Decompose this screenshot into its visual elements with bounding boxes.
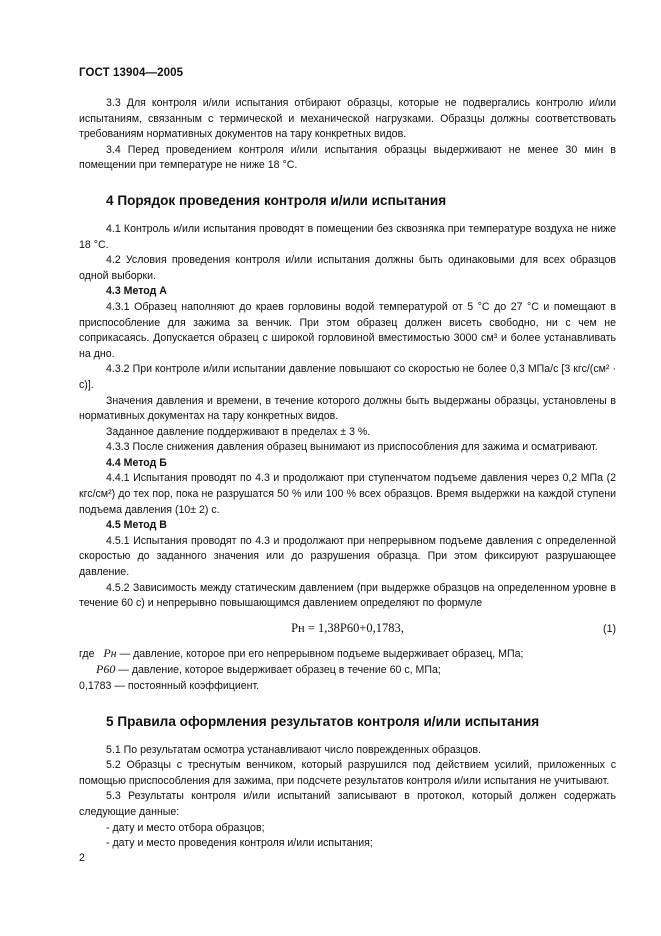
paragraph-3-3: 3.3 Для контроля и/или испытания отбирают образцы, которые не подвергались контролю и/или испытаниям, связанным с термической и механической нагрузками. Образцы должны соответствовать требованиям нормативных документов на тару конкретных видов.	[79, 97, 616, 141]
symbol-p-60: P60	[96, 662, 116, 677]
paragraph-4-5-2: 4.5.2 Зависимость между статическим давлением (при выдержке образцов на определенном уровне в течение 60 с) и непрерывно повышающимся давлением определяют по формуле	[79, 581, 616, 610]
list-item: - дату и место проведения контроля и/или испытания;	[106, 837, 373, 850]
paragraph-4-3-3: 4.3.3 После снижения давления образец вынимают из приспособления для зажима и осматривают.	[106, 441, 598, 454]
method-b-heading: 4.4 Метод Б	[106, 456, 167, 469]
standard-header: ГОСТ 13904—2005	[79, 67, 184, 79]
where-lead: где	[79, 647, 95, 660]
formula-expression: Pн = 1,38P60+0,1783,	[291, 620, 404, 635]
document-body	[79, 96, 616, 852]
paragraph-4-3-2-values: Значения давления и времени, в течение которого должны быть выдержаны образцы, установлены в нормативных документах на тару конкретных видов.	[79, 394, 616, 423]
paragraph-4-3-1: 4.3.1 Образец наполняют до краев горловины водой температурой от 5 °С до 27 °С и помещают в приспособление для зажима за венчик. При этом образец должен висеть свободно, ни с чем не соприкасаясь. Допускается образец с широкой горловиной вместимостью 3000 см³ и более устанавливать на дно.	[79, 300, 616, 360]
formula-number: (1)	[603, 622, 616, 635]
where-line-3: 0,1783 — постоянный коэффициент.	[79, 680, 260, 692]
paragraph-4-4-1: 4.4.1 Испытания проводят по 4.3 и продолжают при ступенчатом подъеме давления через 0,2 МПа (2 кгс/см²) до тех пор, пока не разрушатся 50 % или 100 % всех образцов. Время выдержки на каждой ступени подъема давления (10± 2) с.	[79, 472, 616, 516]
section-5-heading: 5 Правила оформления результатов контроля и/или испытания	[106, 713, 540, 729]
paragraph-5-1: 5.1 По результатам осмотра устанавливают число поврежденных образцов.	[106, 743, 481, 756]
section-4-heading: 4 Порядок проведения контроля и/или испытания	[106, 192, 447, 208]
paragraph-5-2: 5.2 Образцы с треснутым венчиком, который разрушился под действием усилий, приложенных с помощью приспособления для зажима, при подсчете результатов контроля и/или испытания не учитывают.	[79, 759, 616, 787]
method-a-heading: 4.3 Метод А	[106, 285, 167, 298]
paragraph-4-5-1: 4.5.1 Испытания проводят по 4.3 и продолжают при непрерывном подъеме давления с определенной скоростью до заданного значения или до разрушения образца. При этом фиксируют разрушающее давление.	[79, 534, 616, 579]
where-line-1	[79, 646, 616, 663]
formula-1	[79, 616, 616, 646]
page-number: 2	[79, 852, 85, 864]
where-def-1: — давление, которое при его непрерывном подъеме выдерживает образец, МПа;	[119, 647, 524, 660]
paragraph-4-3-2: 4.3.2 При контроле и/или испытании давление повышают со скоростью не более 0,3 МПа/с [3 кгс/(см² · с)].	[79, 363, 616, 391]
where-line-2	[79, 662, 616, 679]
where-def-2: — давление, которое выдерживает образец в течение 60 с, МПа;	[118, 664, 441, 677]
symbol-p-n: Pн	[103, 645, 117, 660]
paragraph-4-3-2-tolerance: Заданное давление поддерживают в пределах ± 3 %.	[106, 425, 371, 438]
paragraph-4-2: 4.2 Условия проведения контроля и/или испытания должны быть одинаковыми для всех образцов одной выборки.	[79, 254, 616, 282]
method-v-heading: 4.5 Метод В	[106, 519, 167, 532]
paragraph-3-4: 3.4 Перед проведением контроля и/или испытания образцы выдерживают не менее 30 мин в помещении при температуре не ниже 18 °С.	[79, 143, 616, 172]
paragraph-5-3: 5.3 Результаты контроля и/или испытаний записывают в протокол, который должен содержать следующие данные:	[79, 790, 616, 818]
list-item: - дату и место отбора образцов;	[106, 821, 265, 834]
paragraph-4-1: 4.1 Контроль и/или испытания проводят в помещении без сквозняка при температуре воздуха не ниже 18 °С.	[79, 222, 616, 251]
